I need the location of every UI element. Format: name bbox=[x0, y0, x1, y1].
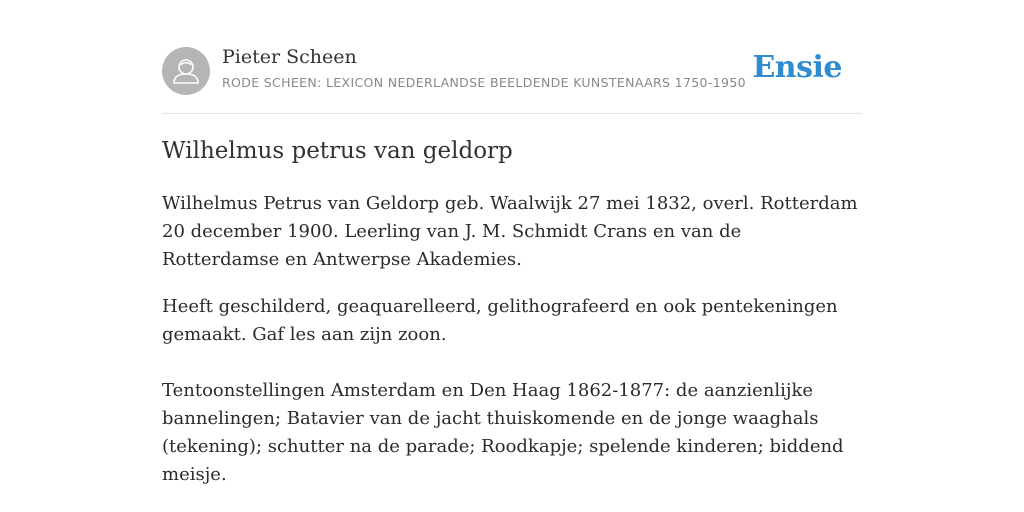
author-avatar[interactable] bbox=[162, 47, 210, 95]
article-paragraph-3: Tentoonstellingen Amsterdam en Den Haag 1862-1877: de aanzienlijke bannelingen; Batavier van de jacht thuiskomende en de jonge waaghals (tekening); schutter na de parade; Roodkapje; spelende kinderen; biddend meisje. bbox=[162, 380, 844, 485]
user-icon bbox=[162, 47, 210, 95]
article-paragraph-2: Heeft geschilderd, geaquarelleerd, gelithografeerd en ook pentekeningen gemaakt. Gaf les aan zijn zoon. bbox=[162, 296, 838, 345]
author-name[interactable]: Pieter Scheen bbox=[222, 46, 357, 68]
article-paragraph-1: Wilhelmus Petrus van Geldorp geb. Waalwijk 27 mei 1832, overl. Rotterdam 20 december 1900. Leerling van J. M. Schmidt Crans en van de Rotterdamse en Antwerpse Akademies. bbox=[162, 193, 858, 270]
ensie-logo[interactable]: Ensie bbox=[752, 50, 842, 85]
article-title: Wilhelmus petrus van geldorp bbox=[162, 138, 513, 164]
source-label[interactable]: RODE SCHEEN: LEXICON NEDERLANDSE BEELDENDE KUNSTENAARS 1750-1950 bbox=[222, 75, 746, 90]
article-header bbox=[162, 0, 862, 114]
page-container bbox=[162, 0, 862, 485]
